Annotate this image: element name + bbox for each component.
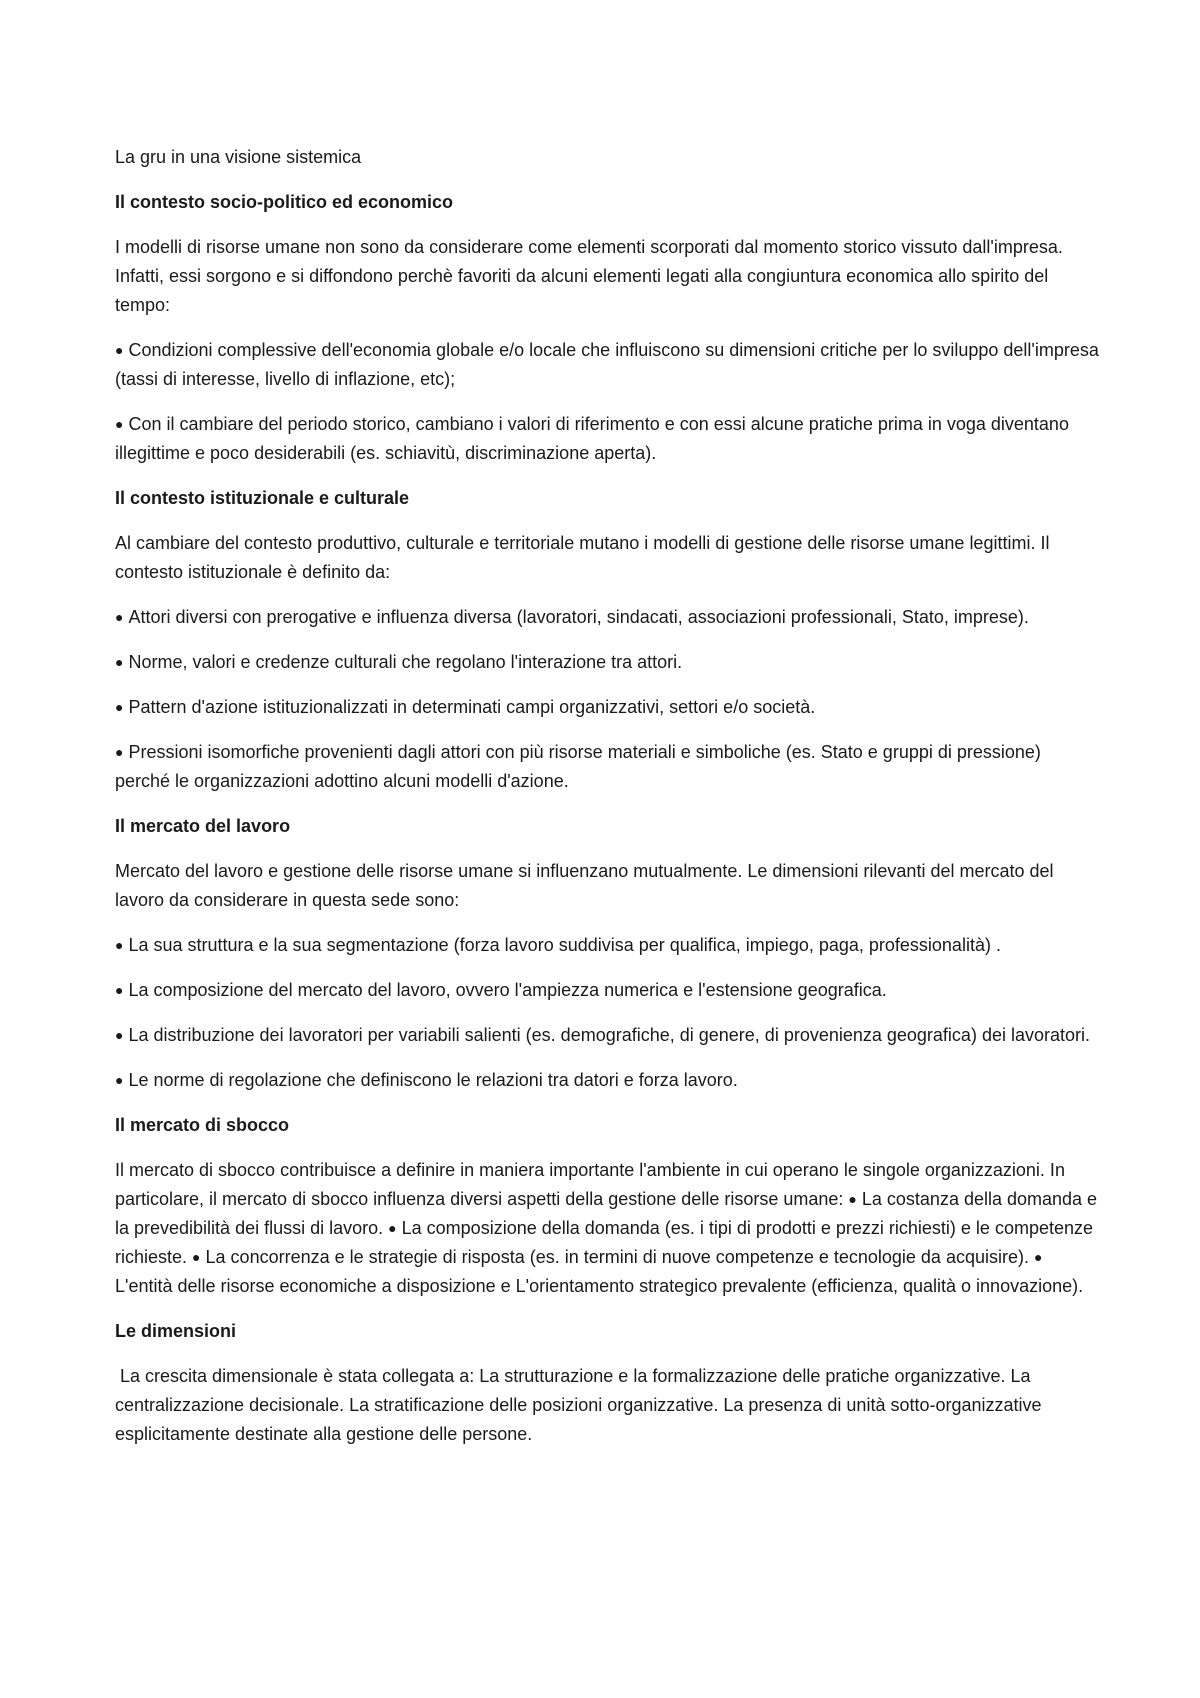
paragraph-text: Il mercato di sbocco contribuisce a definire in maniera importante l'ambiente in cui operano le singole organizzazioni. In particolare, il mercato di sbocco influenza diversi aspetti della gestione delle risorse umane: xyxy=(115,1160,1065,1209)
bullet-icon: ● xyxy=(115,1072,124,1088)
section-heading: Il mercato del lavoro xyxy=(115,816,291,836)
bullet-icon: ● xyxy=(1034,1249,1043,1265)
document-page xyxy=(115,143,1100,1465)
bullet-icon: ● xyxy=(115,654,124,670)
section-heading: Il contesto istituzionale e culturale xyxy=(115,488,410,508)
bullet-item xyxy=(115,648,1100,677)
bullet-item xyxy=(115,738,1100,796)
bullet-icon: ● xyxy=(115,1027,124,1043)
bullet-item xyxy=(115,1066,1100,1095)
bullet-text: La distribuzione dei lavoratori per variabili salienti (es. demografiche, di genere, di provenienza geografica) dei lavoratori. xyxy=(128,1025,1090,1045)
paragraph-text: La costanza della domanda e la prevedibilità dei flussi di lavoro. xyxy=(115,1189,1098,1238)
bullet-item xyxy=(115,603,1100,632)
bullet-icon: ● xyxy=(848,1191,857,1207)
bullet-text: Norme, valori e credenze culturali che regolano l'interazione tra attori. xyxy=(128,652,683,672)
section-paragraph: I modelli di risorse umane non sono da considerare come elementi scorporati dal momento storico vissuto dall'impresa. Infatti, essi sorgono e si diffondono perchè favoriti da alcuni elementi legati alla congiuntura economica allo spirito del tempo: xyxy=(115,237,1063,315)
bullet-text: La sua struttura e la sua segmentazione (forza lavoro suddivisa per qualifica, impiego, paga, professionalità) . xyxy=(128,935,1001,955)
bullet-icon: ● xyxy=(115,982,124,998)
bullet-item xyxy=(115,976,1100,1005)
paragraph-text: La composizione della domanda (es. i tipi di prodotti e prezzi richiesti) e le competenze richieste. xyxy=(115,1218,1093,1267)
bullet-text: Le norme di regolazione che definiscono le relazioni tra datori e forza lavoro. xyxy=(128,1070,738,1090)
bullet-item xyxy=(115,1021,1100,1050)
section-heading: Il mercato di sbocco xyxy=(115,1115,290,1135)
bullet-icon: ● xyxy=(115,937,124,953)
bullet-item xyxy=(115,410,1100,468)
paragraph-text: La concorrenza e le strategie di risposta (es. in termini di nuove competenze e tecnologie da acquisire). xyxy=(205,1247,1029,1267)
bullet-icon: ● xyxy=(115,744,124,760)
bullet-text: Con il cambiare del periodo storico, cambiano i valori di riferimento e con essi alcune pratiche prima in voga diventano illegittime e poco desiderabili (es. schiavitù, discriminazione aperta). xyxy=(115,414,1069,463)
bullet-icon: ● xyxy=(115,609,124,625)
bullet-item xyxy=(115,693,1100,722)
bullet-icon: ● xyxy=(192,1249,201,1265)
section-heading: Il contesto socio-politico ed economico xyxy=(115,192,454,212)
section-paragraph xyxy=(115,1362,1100,1449)
bullet-text: Condizioni complessive dell'economia globale e/o locale che influiscono su dimensioni critiche per lo sviluppo dell'impresa (tassi di interesse, livello di inflazione, etc); xyxy=(115,340,1099,389)
section-paragraph: Al cambiare del contesto produttivo, culturale e territoriale mutano i modelli di gestione delle risorse umane legittimi. Il contesto istituzionale è definito da: xyxy=(115,533,1050,582)
bullet-icon: ● xyxy=(115,342,124,358)
document-title: La gru in una visione sistemica xyxy=(115,147,362,167)
paragraph-text: L'entità delle risorse economiche a disposizione e L'orientamento strategico prevalente (efficienza, qualità o innovazione). xyxy=(115,1276,1084,1296)
section-heading: Le dimensioni xyxy=(115,1321,237,1341)
section-paragraph xyxy=(115,1156,1100,1301)
bullet-icon: ● xyxy=(115,416,124,432)
bullet-item xyxy=(115,336,1100,394)
paragraph-text: La crescita dimensionale è stata collegata a: La strutturazione e la formalizzazione delle pratiche organizzative. La centralizzazione decisionale. La stratificazione delle posizioni organizzative. La presenza di unità sotto-organizzative esplicitamente destinate alla gestione delle persone. xyxy=(115,1366,1042,1444)
bullet-icon: ● xyxy=(115,699,124,715)
bullet-text: Pressioni isomorfiche provenienti dagli attori con più risorse materiali e simboliche (es. Stato e gruppi di pressione) perché le organizzazioni adottino alcuni modelli d'azione. xyxy=(115,742,1041,791)
bullet-text: Attori diversi con prerogative e influenza diversa (lavoratori, sindacati, associazioni professionali, Stato, imprese). xyxy=(128,607,1029,627)
bullet-icon: ● xyxy=(388,1220,397,1236)
bullet-text: Pattern d'azione istituzionalizzati in determinati campi organizzativi, settori e/o società. xyxy=(128,697,816,717)
section-paragraph: Mercato del lavoro e gestione delle risorse umane si influenzano mutualmente. Le dimensioni rilevanti del mercato del lavoro da considerare in questa sede sono: xyxy=(115,861,1054,910)
bullet-item xyxy=(115,931,1100,960)
bullet-text: La composizione del mercato del lavoro, ovvero l'ampiezza numerica e l'estensione geografica. xyxy=(128,980,887,1000)
